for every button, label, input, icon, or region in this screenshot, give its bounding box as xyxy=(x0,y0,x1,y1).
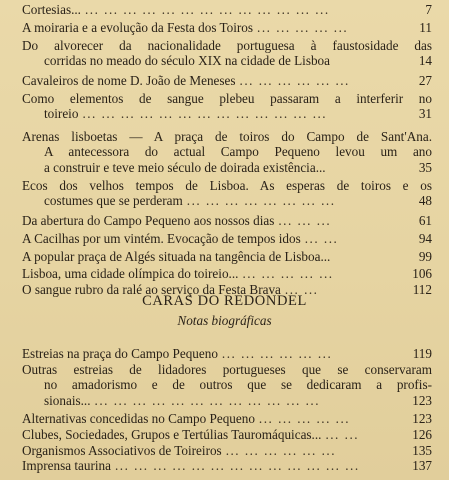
toc-entry-alvorecer xyxy=(22,38,432,69)
page-number: 35 xyxy=(418,159,432,175)
toc-entry-moiraria xyxy=(22,20,432,35)
toc-entry-organismos xyxy=(22,443,432,458)
toc-entry-title: Alternativas concedidas no Campo Pequeno xyxy=(22,411,255,426)
toc-entry-olimpica xyxy=(22,266,432,281)
section-title: CARAS DO REDONDEL xyxy=(142,293,307,309)
page-number: 123 xyxy=(412,411,432,426)
dot-leader: ... ... ... ... ... ... ... ... ... ... ... ... xyxy=(94,392,320,408)
page-number: 123 xyxy=(412,392,432,408)
toc-entry-title: Ecos dos velhos tempos de Lisboa. As esperas de toiros e os xyxy=(22,178,432,193)
toc-entry-title-cont: costumes que se perderam xyxy=(44,193,183,209)
dot-leader: ... ... ... ... ... xyxy=(242,266,334,281)
toc-entry-title: A moiraria e a evolução da Festa dos Toiros xyxy=(22,20,254,35)
page-number: 11 xyxy=(419,20,432,35)
dot-leader: ... ... ... ... ... ... ... ... ... ... ... ... ... xyxy=(114,458,360,473)
toc-entry-title: Cavaleiros de nome D. João de Meneses xyxy=(22,73,236,88)
dot-leader: ... ... xyxy=(284,282,319,297)
toc-entry-cortesias xyxy=(22,2,432,17)
toc-entry-title: Cortesias... xyxy=(22,2,81,17)
page-number: 119 xyxy=(412,346,432,361)
toc-entry-alges xyxy=(22,249,432,264)
toc-entry-title: O sangue rubro da ralé ao serviço da Festa Brava xyxy=(22,282,281,297)
page-number: 94 xyxy=(418,231,432,246)
toc-entry-title: A Cacilhas por um vintém. Evocação de tempos idos xyxy=(22,231,301,246)
toc-entry-abertura xyxy=(22,213,432,228)
toc-entry-title: Da abertura do Campo Pequeno aos nossos dias xyxy=(22,213,275,228)
toc-entry-title-cont: a construir e teve meio século de doirada existência... xyxy=(44,159,326,175)
toc-entry-title-cont: no amadorismo e de outros que se dedicaram a profis- xyxy=(44,377,432,393)
page-number: 31 xyxy=(418,106,432,122)
toc-entry-title-cont: corridas no meado do século XIX na cidade de Lisboa xyxy=(44,53,330,69)
toc-entry-title: Clubes, Sociedades, Grupos e Tertúlias Tauromáquicas... xyxy=(22,427,322,442)
page-number: 112 xyxy=(412,282,432,297)
page-number: 61 xyxy=(418,213,432,228)
toc-entry-estreias xyxy=(22,346,432,361)
toc-entry-title: Como elementos de sangue plebeu passaram a interferir no xyxy=(22,91,432,106)
toc-entry-cavaleiros xyxy=(22,73,432,88)
page-number: 27 xyxy=(418,73,432,88)
dot-leader: ... ... ... ... ... ... xyxy=(221,346,333,361)
toc-entry-ecos xyxy=(22,178,432,209)
page-number: 106 xyxy=(412,266,432,281)
toc-entry-title: Arenas lisboetas — A praça de toiros do Campo de Sant'Ana. xyxy=(22,129,432,144)
page-number: 14 xyxy=(418,53,432,69)
toc-entry-title: Imprensa taurina xyxy=(22,458,111,473)
dot-leader: ... ... ... ... ... ... ... ... ... ... ... ... ... xyxy=(82,106,328,122)
dot-leader: ... ... xyxy=(325,427,360,442)
toc-entry-title: Estreias na praça do Campo Pequeno xyxy=(22,346,218,361)
toc-entry-title-cont: A antecessora do actual Campo Pequeno levou um ano xyxy=(44,144,432,160)
page-number: 137 xyxy=(412,458,432,473)
dot-leader: ... ... ... ... ... ... ... ... ... ... ... ... ... xyxy=(84,2,330,17)
dot-leader: ... ... ... ... ... ... ... ... xyxy=(186,193,336,209)
toc-entry-title-cont: toireio xyxy=(44,106,79,122)
dot-leader: ... ... xyxy=(304,231,339,246)
page-number: 126 xyxy=(412,427,432,442)
dot-leader: ... ... ... ... ... xyxy=(257,20,349,35)
toc-entry-title-cont: sionais... xyxy=(44,392,91,408)
toc-entry-outras-estreias xyxy=(22,362,432,408)
dot-leader: ... ... ... ... ... ... xyxy=(225,443,337,458)
dot-leader: ... ... ... ... ... xyxy=(258,411,351,426)
toc-entry-sangue-plebeu xyxy=(22,91,432,122)
page-number: 7 xyxy=(425,2,432,17)
toc-entry-title: Outras estreias de lidadores portugueses que se conservaram xyxy=(22,362,432,377)
section-subtitle: Notas biográficas xyxy=(177,313,272,328)
dot-leader: ... ... ... xyxy=(278,213,332,228)
toc-entry-title: Lisboa, uma cidade olímpica do toireio... xyxy=(22,266,239,281)
toc-entry-cacilhas xyxy=(22,231,432,246)
page-number: 48 xyxy=(418,193,432,209)
toc-entry-clubes xyxy=(22,427,432,442)
toc-entry-imprensa xyxy=(22,458,432,473)
toc-entry-arenas-lisboetas xyxy=(22,129,432,175)
toc-entry-alternativas xyxy=(22,411,432,426)
page-number: 99 xyxy=(418,249,432,264)
page-number: 135 xyxy=(412,443,432,458)
toc-entry-title: Do alvorecer da nacionalidade portuguesa à faustosidade das xyxy=(22,38,432,53)
dot-leader: ... ... ... ... ... ... xyxy=(239,73,350,88)
toc-entry-title: A popular praça de Algés situada na tangência de Lisboa... xyxy=(22,249,331,264)
toc-entry-title: Organismos Associativos de Toireiros xyxy=(22,443,222,458)
